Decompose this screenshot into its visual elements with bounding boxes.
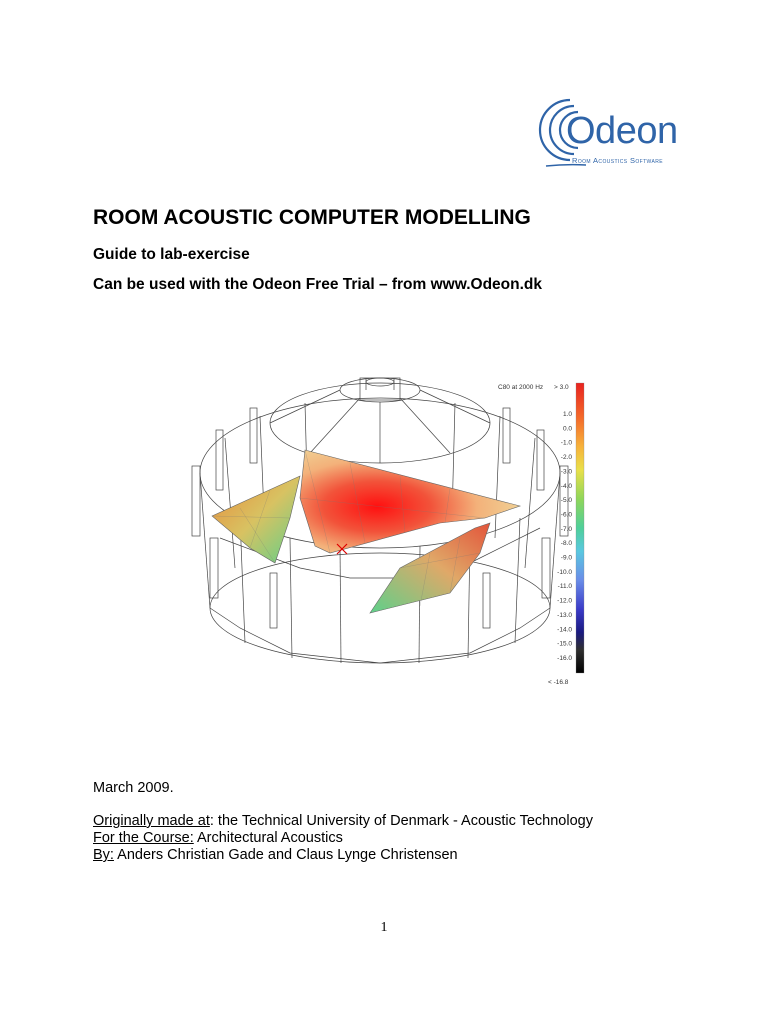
document-subtitle-trial: Can be used with the Odeon Free Trial – from www.Odeon.dk bbox=[93, 276, 542, 293]
logo-wordmark: Odeon bbox=[566, 110, 678, 152]
scale-tick-label: -5.0 bbox=[560, 497, 572, 505]
credit-institution-value: : the Technical University of Denmark - Acoustic Technology bbox=[209, 813, 593, 829]
scale-tick-label: -9.0 bbox=[560, 554, 572, 562]
scale-tick-label: 1.0 bbox=[562, 411, 572, 418]
scale-tick-label: -13.0 bbox=[557, 611, 572, 619]
scale-tick-label: -6.0 bbox=[560, 511, 572, 519]
document-title: ROOM ACOUSTIC COMPUTER MODELLING bbox=[93, 206, 531, 229]
scale-tick-label: -11.0 bbox=[557, 583, 572, 591]
scale-title: C80 at 2000 Hz bbox=[498, 384, 544, 391]
scale-tick-label: -1.0 bbox=[560, 439, 572, 447]
credit-course-label: For the Course: bbox=[93, 830, 194, 846]
scale-tick-label: -7.0 bbox=[560, 525, 572, 533]
credit-course bbox=[93, 830, 343, 846]
scale-tick-label: -3.0 bbox=[560, 468, 572, 476]
credit-institution-label: Originally made at bbox=[93, 813, 210, 829]
logo-tagline: Room Acoustics Software bbox=[572, 156, 663, 165]
credit-authors-value: Anders Christian Gade and Claus Lynge Christensen bbox=[113, 847, 458, 863]
scale-tick-label: -14.0 bbox=[557, 626, 572, 634]
credit-authors bbox=[93, 847, 458, 863]
credit-course-value: Architectural Acoustics bbox=[193, 830, 343, 846]
scale-tick-label: -8.0 bbox=[560, 540, 572, 548]
scale-tick-label: -12.0 bbox=[557, 597, 572, 605]
scale-tick-label: 0.0 bbox=[562, 425, 572, 433]
room-model-figure bbox=[180, 368, 600, 688]
scale-top-label: > 3.0 bbox=[554, 384, 569, 391]
credit-institution bbox=[93, 813, 593, 829]
odeon-logo bbox=[526, 84, 686, 174]
scale-tick-label: -10.0 bbox=[557, 568, 572, 576]
room-wireframe-illustration bbox=[180, 368, 600, 688]
page-number: 1 bbox=[380, 920, 388, 935]
scale-tick-label: -2.0 bbox=[560, 454, 572, 462]
document-subtitle: Guide to lab-exercise bbox=[93, 246, 250, 263]
scale-tick-label: -4.0 bbox=[560, 482, 572, 490]
color-scale-legend bbox=[498, 383, 584, 686]
publication-date: March 2009. bbox=[93, 780, 174, 796]
scale-bottom-label: < -16.8 bbox=[548, 679, 569, 686]
scale-tick-label: -16.0 bbox=[557, 655, 572, 662]
scale-tick-label: -15.0 bbox=[557, 640, 572, 648]
credit-authors-label: By: bbox=[93, 847, 114, 863]
